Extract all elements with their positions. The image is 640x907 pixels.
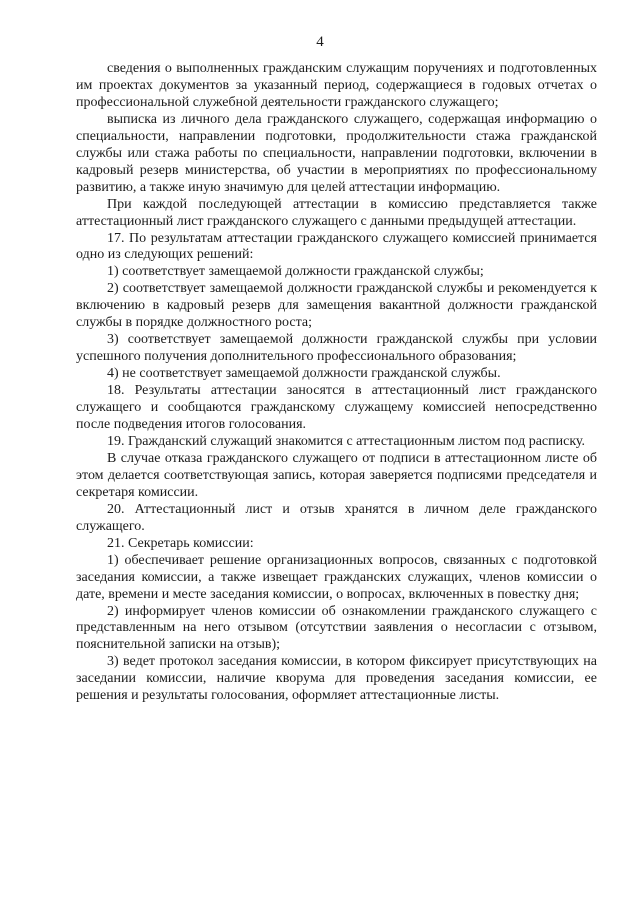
paragraph-21: 21. Секретарь комиссии:: [107, 535, 254, 551]
paragraph-signature-refusal: В случае отказа гражданского служащего от подписи в аттестационном листе об этом делается соответствующая запись, которая заверяется подписями председателя и секретаря комиссии.: [76, 450, 597, 500]
page-number: 4: [316, 34, 324, 50]
paragraph-service-results: сведения о выполненных гражданским служащим поручениях и подготовленных им проектах документов за указанный период, содержащиеся в годовых отчетах о профессиональной служебной деятельности гражданского служащего;: [76, 61, 597, 110]
paragraph-17-item-1: 1) соответствует замещаемой должности гражданской службы;: [107, 264, 484, 280]
paragraph-17-item-3: 3) соответствует замещаемой должности гражданской службы при условии успешного получения дополнительного профессионального образования;: [76, 332, 597, 365]
paragraph-19: 19. Гражданский служащий знакомится с аттестационным листом под расписку.: [107, 433, 586, 449]
document-body: [76, 61, 597, 705]
paragraph-17-item-2: 2) соответствует замещаемой должности гражданской службы и рекомендуется к включению в кадровый резерв для замещения вакантной должности гражданской службы в порядке должностного роста;: [76, 281, 597, 331]
paragraph-18: 18. Результаты аттестации заносятся в аттестационный лист гражданского служащего и сообщаются гражданскому служащему комиссией непосредственно после подведения итогов голосования.: [76, 383, 597, 433]
paragraph-21-item-3: 3) ведет протокол заседания комиссии, в котором фиксирует присутствующих на заседании комиссии, наличие кворума для проведения заседания комиссии, ее решения и результаты голосования, оформляет аттестационные листы.: [76, 654, 597, 704]
paragraph-21-item-1: 1) обеспечивает решение организационных вопросов, связанных с подготовкой заседания комиссии, а также извещает гражданских служащих, членов комиссии о дате, времени и месте заседания комиссии, о вопросах, включенных в повестку дня;: [76, 552, 597, 602]
paragraph-17: 17. По результатам аттестации гражданского служащего комиссией принимается одно из следующих решений:: [76, 230, 597, 263]
paragraph-previous-attestation: При каждой последующей аттестации в комиссию представляется также аттестационный лист гражданского служащего с данными предыдущей аттестации.: [76, 196, 597, 229]
paragraph-personal-file-extract: выписка из личного дела гражданского служащего, содержащая информацию о специальности, направлении подготовки, продолжительности стажа гражданской службы или стажа работы по специальности, направлении подготовки, включении в кадровый резерв министерства, об участии в мероприятиях по профессиональному развитию, а также иную значимую для целей аттестации информацию.: [76, 111, 597, 195]
paragraph-20: 20. Аттестационный лист и отзыв хранятся в личном деле гражданского служащего.: [76, 501, 597, 534]
paragraph-21-item-2: 2) информирует членов комиссии об ознакомлении гражданского служащего с представленным на него отзывом (отсутствии заявления о несогласии с отзывом, пояснительной записки на отзыв);: [76, 603, 597, 653]
paragraph-17-item-4: 4) не соответствует замещаемой должности гражданской службы.: [107, 366, 501, 382]
